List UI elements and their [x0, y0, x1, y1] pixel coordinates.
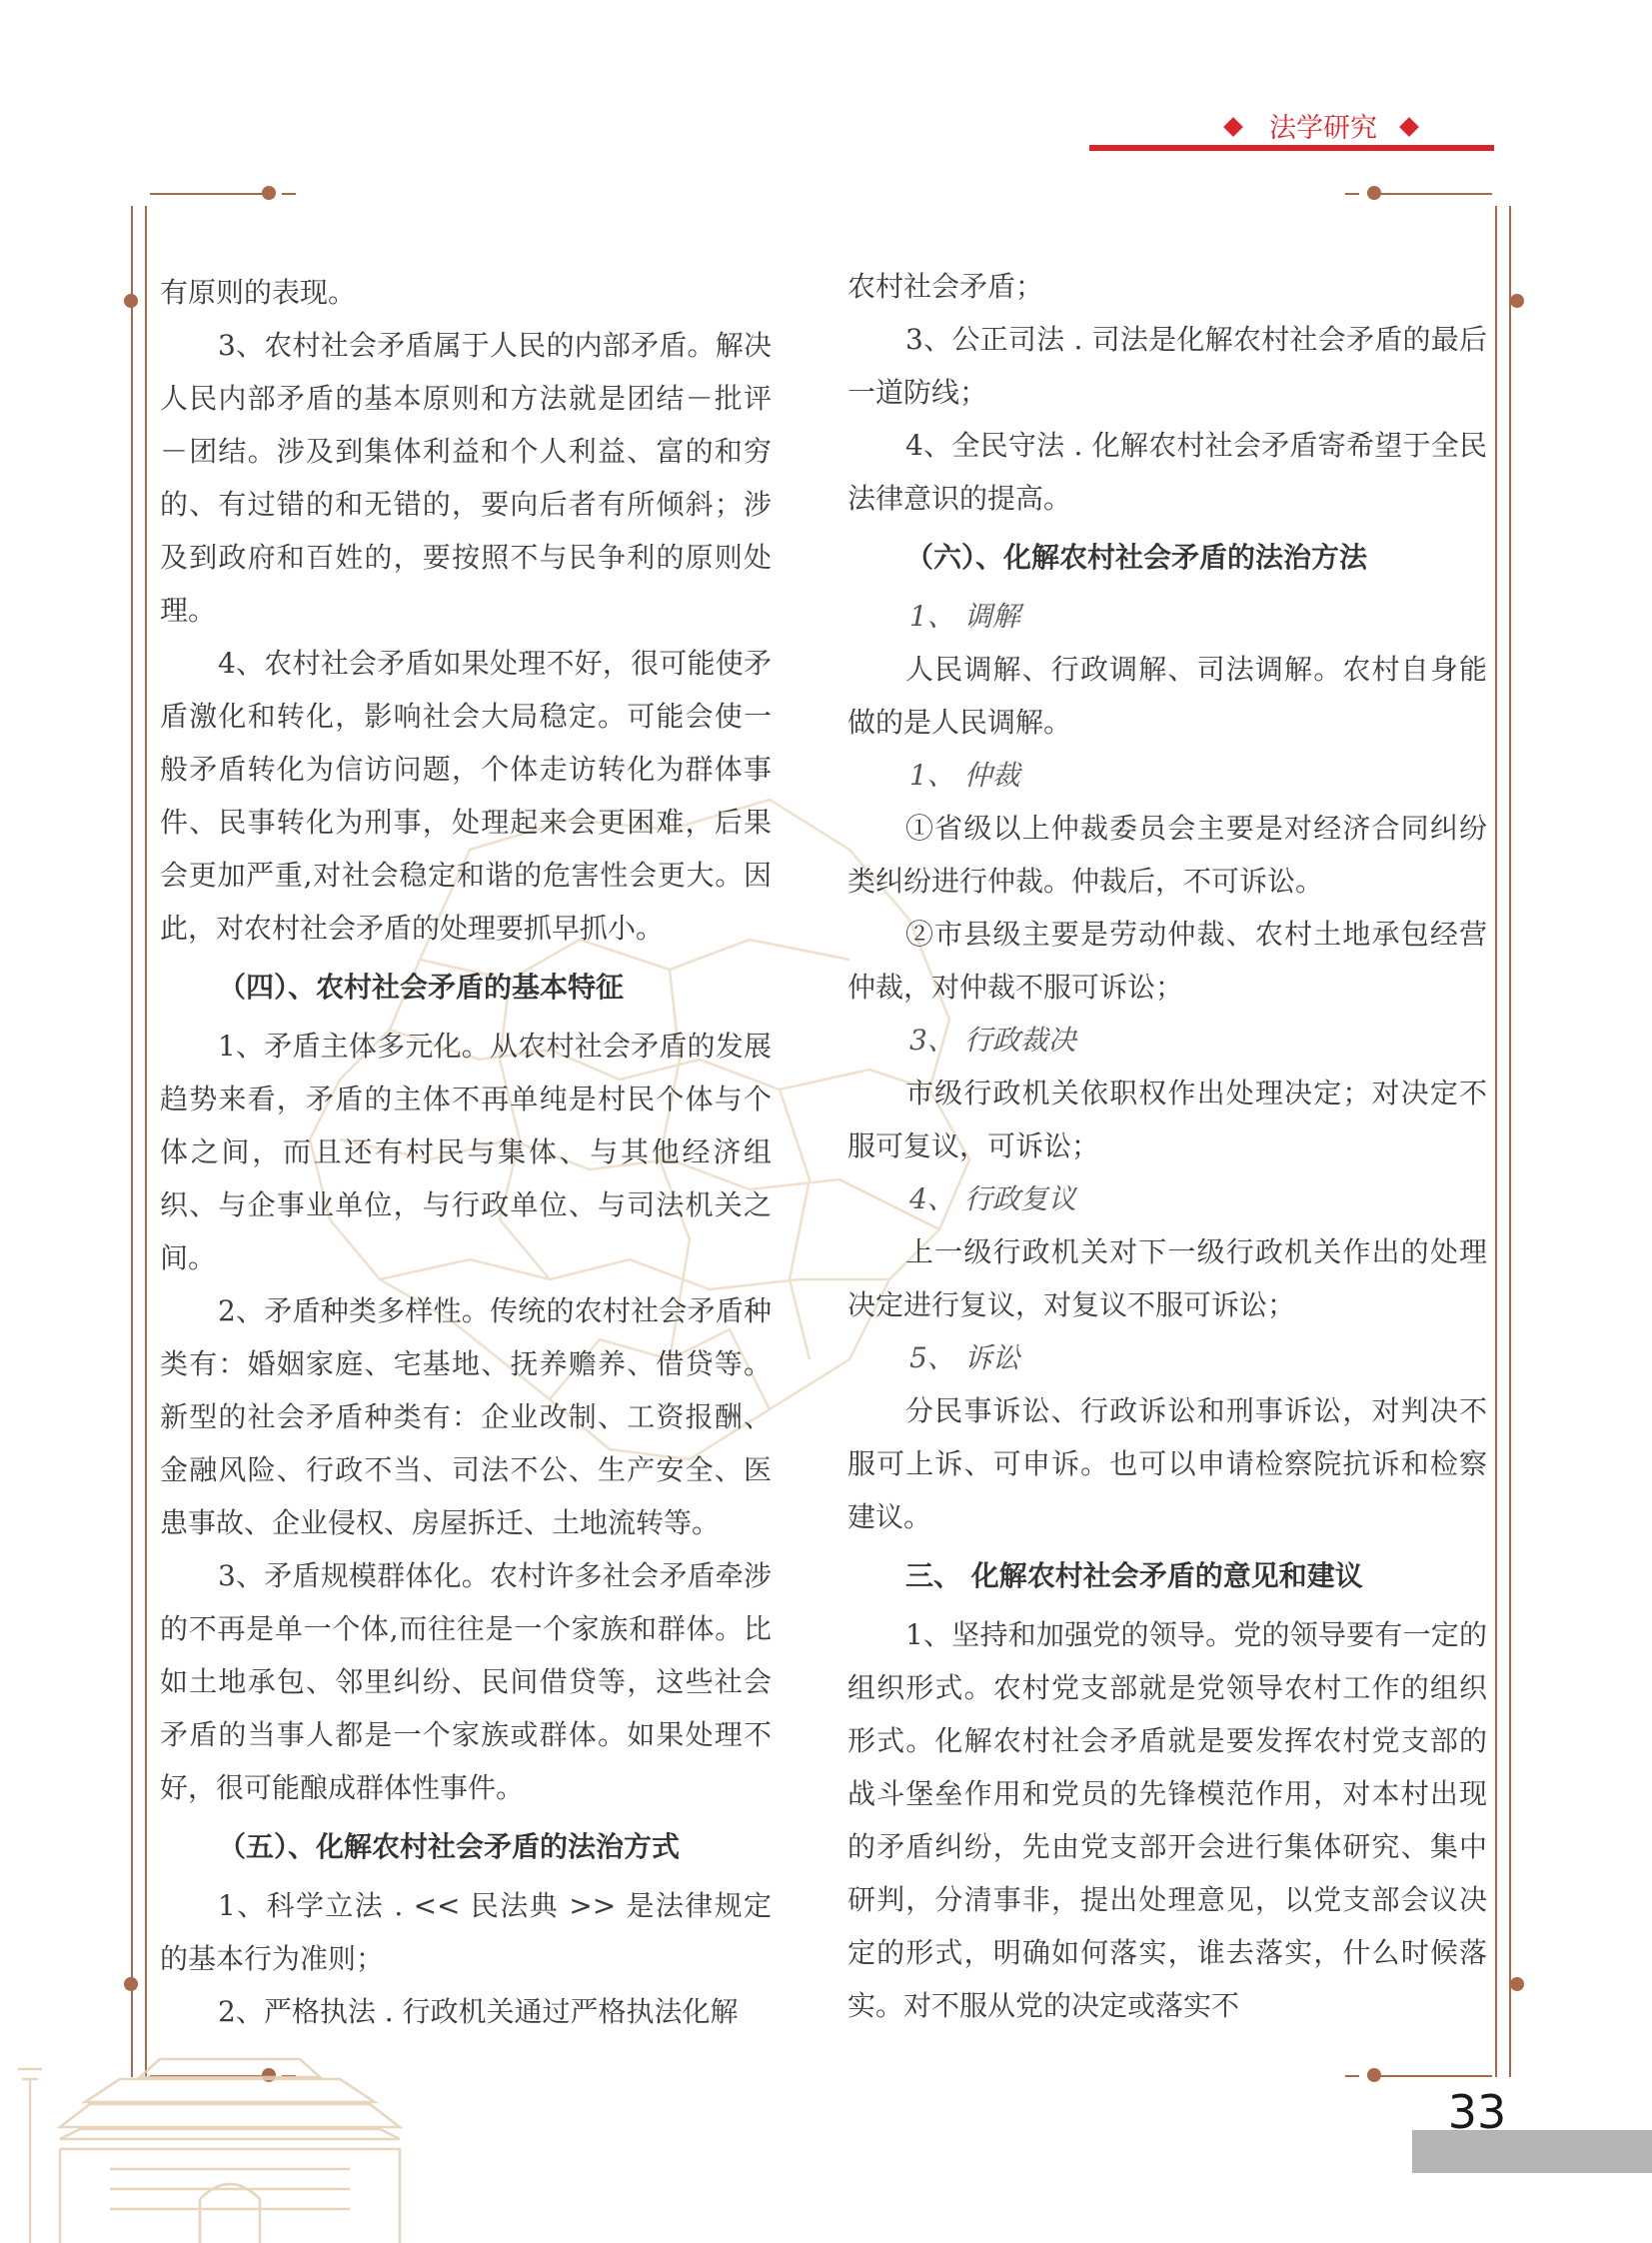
frame-ornament-dot — [1367, 2068, 1381, 2082]
diamond-icon — [1223, 117, 1243, 137]
frame-top-left-line — [150, 193, 275, 195]
frame-ornament-dot — [1510, 1977, 1524, 1991]
paragraph: 3、矛盾规模群体化。农村许多社会矛盾牵涉的不再是单一个体,而往往是一个家族和群体。比如土地承包、邻里纠纷、民间借贷等，这些社会矛盾的当事人都是一个家族或群体。如果处理不好，很可能酿成群体性事件。 — [160, 1559, 772, 1804]
paragraph: ①省级以上仲裁委员会主要是对经济合同纠纷类纠纷进行仲裁。仲裁后，不可诉讼。 — [847, 812, 1487, 898]
frame-ornament-dot — [262, 186, 276, 200]
paragraph: 1、科学立法 . << 民法典 >> 是法律规定的基本行为准则； — [160, 1889, 772, 1975]
paragraph: 人民调解、行政调解、司法调解。农村自身能做的是人民调解。 — [847, 653, 1487, 739]
paragraph: ②市县级主要是劳动仲裁、农村土地承包经营仲裁，对仲裁不服可诉讼； — [847, 918, 1487, 1004]
section-title: 法学研究 — [1269, 113, 1377, 144]
paragraph: 上一级行政机关对下一级行政机关作出的处理决定进行复议，对复议不服可诉讼； — [847, 1235, 1487, 1321]
frame-ornament-dot — [1510, 294, 1524, 308]
frame-left-border — [131, 206, 147, 2077]
subsection-label: 5、 诉讼 — [909, 1341, 1020, 1374]
frame-ornament-dot — [124, 294, 138, 308]
paragraph: 1、矛盾主体多元化。从农村社会矛盾的发展趋势来看，矛盾的主体不再单纯是村民个体与个体之间，而且还有村民与集体、与其他经济组织、与企事业单位，与行政单位、与司法机关之间。 — [160, 1030, 772, 1274]
frame-dash — [282, 193, 296, 195]
paragraph: 4、全民守法 . 化解农村社会矛盾寄希望于全民法律意识的提高。 — [847, 429, 1487, 515]
section-heading: 三、 化解农村社会矛盾的意见和建议 — [905, 1559, 1363, 1592]
page-number: 33 — [1447, 2085, 1507, 2139]
section-heading: （四）、农村社会矛盾的基本特征 — [218, 971, 625, 1004]
frame-dash — [1345, 193, 1359, 195]
frame-right-border — [1495, 206, 1511, 2077]
paragraph: 市级行政机关依职权作出处理决定；对决定不服可复议，可诉讼； — [847, 1077, 1487, 1162]
frame-ornament-dot — [1367, 186, 1381, 200]
paragraph: 2、严格执法 . 行政机关通过严格执法化解 — [218, 1995, 739, 2028]
paragraph: 农村社会矛盾； — [847, 270, 1044, 303]
frame-bottom-right-line — [1367, 2075, 1492, 2077]
right-column — [847, 260, 1487, 2032]
paragraph: 2、矛盾种类多样性。传统的农村社会矛盾种类有：婚姻家庭、宅基地、抚养赡养、借贷等。新型的社会矛盾种类有：企业改制、工资报酬、金融风险、行政不当、司法不公、生产安全、医患事故、企业侵权、房屋拆迁、土地流转等。 — [160, 1294, 772, 1539]
section-heading: （六）、化解农村社会矛盾的法治方法 — [905, 541, 1368, 574]
header-rule — [1089, 145, 1494, 151]
subsection-label: 4、 行政复议 — [909, 1182, 1076, 1215]
subsection-label: 1、 调解 — [909, 600, 1020, 633]
left-column — [160, 266, 772, 2038]
section-heading: （五）、化解农村社会矛盾的法治方式 — [218, 1830, 681, 1863]
paragraph: 分民事诉讼、行政诉讼和刑事诉讼，对判决不服可上诉、可申诉。也可以申请检察院抗诉和检察建议。 — [847, 1394, 1487, 1533]
diamond-icon — [1399, 117, 1419, 137]
subsection-label: 1、 仲裁 — [909, 759, 1020, 792]
paragraph: 3、农村社会矛盾属于人民的内部矛盾。解决人民内部矛盾的基本原则和方法就是团结－批评－团结。涉及到集体利益和个人利益、富的和穷的、有过错的和无错的，要向后者有所倾斜；涉及到政府和百姓的，要按照不与民争利的原则处理。 — [160, 329, 772, 627]
paragraph: 有原则的表现。 — [160, 276, 357, 309]
section-header — [1199, 104, 1499, 148]
paragraph: 3、公正司法 . 司法是化解农村社会矛盾的最后一道防线； — [847, 323, 1487, 409]
tiananmen-watermark — [0, 2009, 460, 2243]
subsection-label: 3、 行政裁决 — [909, 1024, 1076, 1057]
frame-top-right-line — [1367, 193, 1492, 195]
paragraph: 1、坚持和加强党的领导。党的领导要有一定的组织形式。农村党支部就是党领导农村工作的组织形式。化解农村社会矛盾就是要发挥农村党支部的战斗堡垒作用和党员的先锋模范作用，对本村出现的矛盾纠纷，先由党支部开会进行集体研究、集中研判，分清事非，提出处理意见，以党支部会议决定的形式，明确如何落实，谁去落实，什么时候落实。对不服从党的决定或落实不 — [847, 1618, 1487, 2022]
frame-ornament-dot — [124, 1977, 138, 1991]
frame-dash — [1345, 2075, 1359, 2077]
paragraph: 4、农村社会矛盾如果处理不好，很可能使矛盾激化和转化，影响社会大局稳定。可能会使一般矛盾转化为信访问题，个体走访转化为群体事件、民事转化为刑事，处理起来会更困难，后果会更加严重,对社会稳定和谐的危害性会更大。因此，对农村社会矛盾的处理要抓早抓小。 — [160, 647, 772, 945]
